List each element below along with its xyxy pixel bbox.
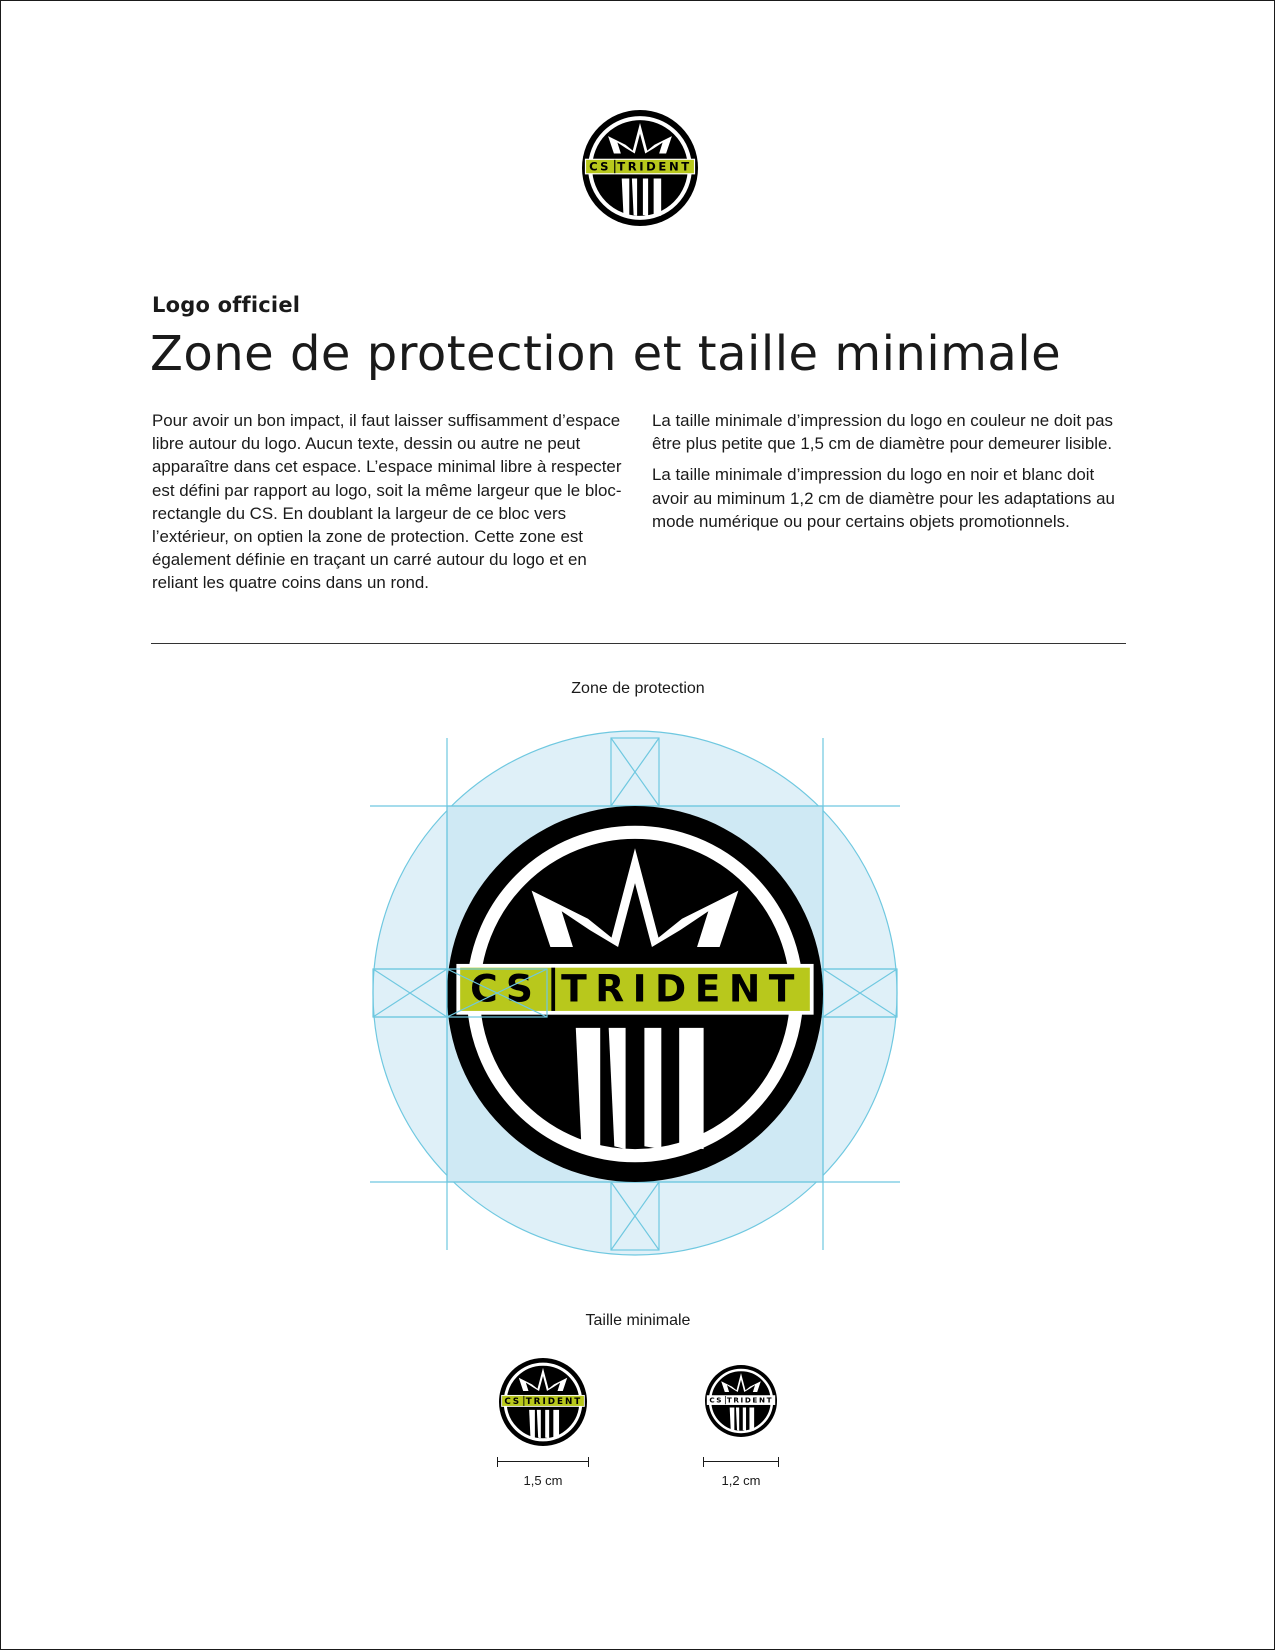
right-column (652, 409, 1132, 541)
left-paragraph: Pour avoir un bon impact, il faut laisser suffisamment d’espace libre autour du logo. Aucun texte, dessin ou autre ne peut apparaître dans cet espace. L’espace minimal libre à respecter est défini par rapport au logo, soit la même largeur que le bloc-rectangle du CS. En doublant la largeur de ce bloc vers l’extérieur, on optien la zone de protection. Cette zone est également définie en traçant un carré autour du logo et en reliant les quatre coins dans un rond. (152, 411, 622, 593)
trident-shaft (553, 1410, 559, 1438)
logo-text-cs: CS (504, 1396, 521, 1407)
band-separator (614, 160, 615, 173)
trident-shaft (679, 1028, 703, 1149)
band-separator (725, 1396, 726, 1404)
logo-text-name: TRIDENT (617, 159, 692, 174)
min-size-logo-color (499, 1358, 587, 1446)
dimension-label: 1,2 cm (721, 1473, 761, 1488)
protection-zone-caption: Zone de protection (571, 680, 705, 697)
trident-shaft (749, 1407, 754, 1430)
section-divider (151, 643, 1126, 644)
section-label: Logo officiel (152, 293, 301, 317)
logo-text-cs: CS (470, 966, 541, 1011)
logo-text-cs: CS (709, 1395, 723, 1405)
minimum-size-caption: Taille minimale (585, 1312, 691, 1329)
min-size-logo-bw (705, 1365, 777, 1437)
trident-shaft (743, 1407, 746, 1430)
logo-text-name: TRIDENT (726, 1395, 774, 1405)
dimension-color (497, 1457, 589, 1488)
logo-text-cs: CS (589, 159, 611, 174)
band-separator (551, 968, 555, 1011)
dimension-line (703, 1457, 779, 1467)
left-column (152, 409, 622, 603)
trident-shaft (644, 1028, 661, 1149)
right-paragraph-2: La taille minimale d’impression du logo en noir et blanc doit avoir au miminum 1,2 cm de diamètre pour les adaptations au mode numérique ou pour certains objets promotionnels. (652, 465, 1115, 531)
logo-text-name: TRIDENT (561, 966, 803, 1011)
page-title: Zone de protection et taille minimale (150, 326, 1062, 382)
band-separator (523, 1396, 524, 1406)
trident-shaft (545, 1410, 549, 1438)
dimension-label: 1,5 cm (523, 1473, 563, 1488)
protection-zone-diagram (370, 728, 900, 1258)
logo-text-name: TRIDENT (525, 1396, 583, 1407)
trident-shaft (654, 178, 662, 215)
dimension-bw (703, 1457, 779, 1488)
right-paragraph-1: La taille minimale d’impression du logo en couleur ne doit pas être plus petite que 1,5 cm de diamètre pour demeurer lisible. (652, 411, 1114, 454)
dimension-line (497, 1457, 589, 1467)
trident-shaft (643, 178, 648, 215)
header-logo (582, 110, 698, 226)
